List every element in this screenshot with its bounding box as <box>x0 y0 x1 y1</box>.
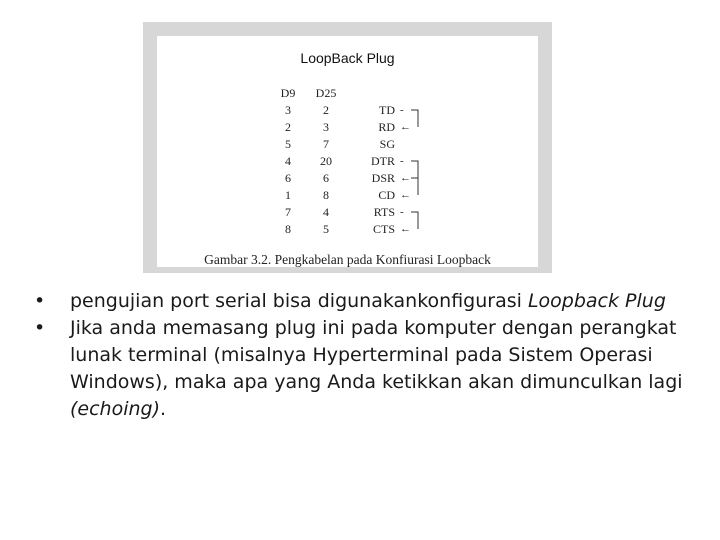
bullet-item <box>34 288 694 315</box>
signal-name: RTS <box>373 205 395 219</box>
wire-mark: - <box>400 104 404 116</box>
pin-d25: 2 <box>323 103 329 117</box>
bullet-text: Jika anda memasang plug ini pada komputer dengan perangkat lunak terminal (misalnya Hyperterminal pada Sistem Operasi Windows), maka apa yang Anda ketikkan akan dimunculkan lagi <box>70 317 683 393</box>
loopback-wiring <box>275 86 423 246</box>
signal-name: SG <box>379 137 395 151</box>
pin-d25: 3 <box>323 120 329 134</box>
bullet-emphasis: (echoing) <box>70 398 161 420</box>
pin-d25: 20 <box>320 154 332 168</box>
signal-name: DSR <box>371 171 395 185</box>
bullet-tail: . <box>160 398 167 420</box>
signal-name: CD <box>378 188 395 202</box>
wire-mark: ← <box>400 121 411 133</box>
figure-caption: Gambar 3.2. Pengkabelan pada Konfiurasi Loopback <box>204 252 491 267</box>
wire-mark: - <box>400 155 404 167</box>
figure-title: LoopBack Plug <box>300 50 395 66</box>
pin-d25: 7 <box>323 137 329 151</box>
pin-d9: 8 <box>285 222 291 236</box>
pin-d9: 4 <box>285 154 291 168</box>
pin-d25: 6 <box>323 171 329 185</box>
wire-td-rd <box>411 110 418 127</box>
header-d9: D9 <box>280 86 296 100</box>
bullet-text: pengujian port serial bisa digunakankonfigurasi <box>70 290 528 312</box>
pin-d9: 5 <box>285 137 291 151</box>
wire-mark: - <box>400 206 404 218</box>
wire-mark: ← <box>400 223 411 235</box>
pin-d9: 1 <box>285 188 291 202</box>
bullet-item <box>34 315 694 423</box>
wire-mark: ← <box>400 189 411 201</box>
pin-d25: 4 <box>323 205 329 219</box>
pin-d9: 7 <box>285 205 291 219</box>
signal-name: CTS <box>372 222 395 236</box>
pin-d9: 3 <box>285 103 291 117</box>
bullet-list <box>34 288 694 423</box>
pin-d25: 5 <box>323 222 329 236</box>
bullet-emphasis: Loopback Plug <box>527 290 666 312</box>
signal-name: TD <box>379 103 395 117</box>
pin-d25: 8 <box>323 188 329 202</box>
wire-rts-cts <box>411 212 418 229</box>
figure-image <box>157 36 538 267</box>
header-d25: D25 <box>315 86 337 100</box>
pin-d9: 6 <box>285 171 291 185</box>
signal-name: RD <box>378 120 395 134</box>
bullet-marker: • <box>34 317 46 339</box>
pin-d9: 2 <box>285 120 291 134</box>
wire-mark: ← <box>400 172 411 184</box>
signal-name: DTR <box>371 154 395 168</box>
bullet-marker: • <box>34 290 46 312</box>
loopback-figure <box>143 22 552 273</box>
